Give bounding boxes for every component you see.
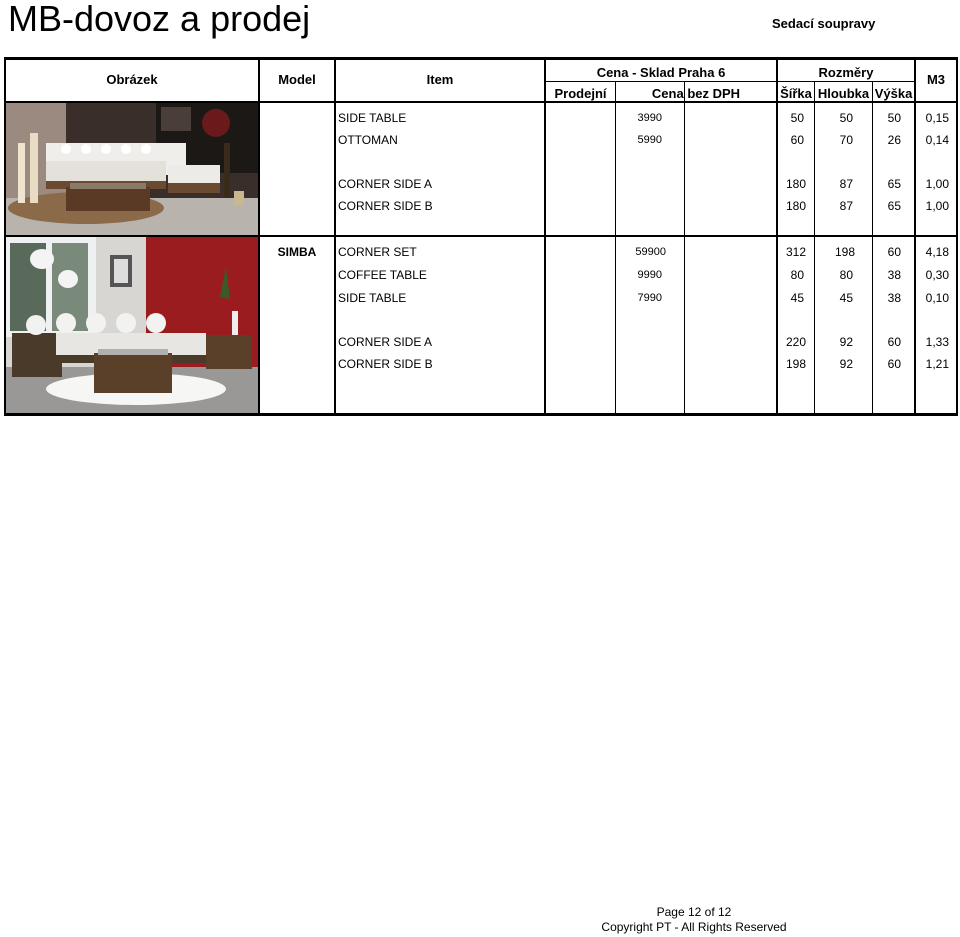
header-item: Item bbox=[426, 72, 454, 87]
header-price-sale: Prodejní bbox=[554, 86, 607, 101]
model-name: SIMBA bbox=[277, 245, 317, 259]
copyright: Copyright PT - All Rights Reserved bbox=[601, 920, 787, 934]
header-volume: M3 bbox=[926, 72, 946, 87]
header-image: Obrázek bbox=[106, 72, 158, 87]
living-room-photo-rattan-sofa bbox=[6, 237, 258, 413]
header-price-net: Cena bez DPH bbox=[651, 86, 741, 101]
living-room-photo-white-sofa bbox=[6, 103, 258, 235]
page-number: Page 12 of 12 bbox=[656, 905, 732, 919]
header-dimensions: Rozměry bbox=[818, 65, 874, 80]
header-width: Šířka bbox=[780, 86, 812, 101]
header-model: Model bbox=[278, 72, 316, 87]
category-label: Sedací soupravy bbox=[772, 16, 876, 31]
header-height: Výška bbox=[874, 86, 913, 101]
header-price-group: Cena - Sklad Praha 6 bbox=[596, 65, 726, 80]
document-title: MB-dovoz a prodej bbox=[8, 0, 311, 39]
header-depth: Hloubka bbox=[817, 86, 870, 101]
